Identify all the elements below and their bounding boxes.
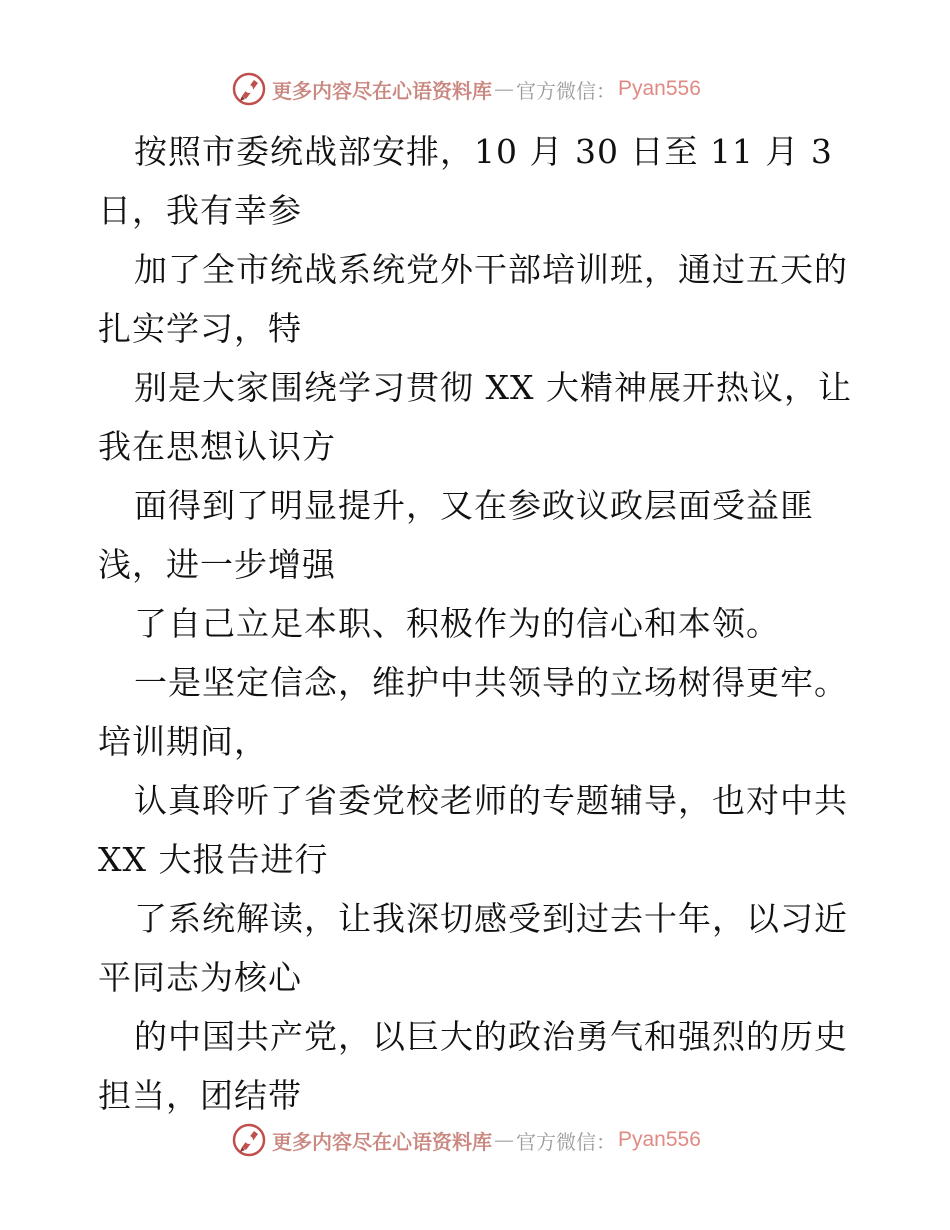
body-line: 加了全市统战系统党外干部培训班，通过五天的 [134,250,848,289]
pen-logo-icon [232,72,266,106]
body-line: 认真聆听了省委党校老师的专题辅导，也对中共 [134,781,848,820]
header-banner [232,72,752,106]
body-line: 培训期间， [98,722,268,761]
body-line: 平同志为核心 [98,958,302,997]
pen-logo-icon [232,1123,266,1157]
body-line: 的中国共产党，以巨大的政治勇气和强烈的历史 [134,1017,848,1056]
banner-separator: — [494,77,514,101]
banner-wechat-id: Pyan556 [618,1128,701,1151]
body-line: 扎实学习，特 [98,309,302,348]
banner-site-text: 更多内容尽在心语资料库 [272,78,492,103]
banner-site-text: 更多内容尽在心语资料库 [272,1129,492,1154]
banner-wechat-label: 官方微信： [516,78,616,103]
body-line: 我在思想认识方 [98,427,336,466]
body-line: 日，我有幸参 [98,191,302,230]
banner-separator: — [494,1128,514,1152]
body-line: 了系统解读，让我深切感受到过去十年，以习近 [134,899,848,938]
body-line: 别是大家围绕学习贯彻 XX 大精神展开热议，让 [134,368,852,407]
body-line: 了自己立足本职、积极作为的信心和本领。 [134,604,780,643]
body-line: 面得到了明显提升，又在参政议政层面受益匪 [134,486,814,525]
banner-wechat-id: Pyan556 [618,77,701,100]
body-line: 担当，团结带 [98,1076,302,1115]
footer-banner [232,1123,752,1157]
body-line: XX 大报告进行 [98,840,329,879]
body-line: 一是坚定信念，维护中共领导的立场树得更牢。 [134,663,848,702]
document-body [98,122,858,1125]
body-line: 浅，进一步增强 [98,545,336,584]
banner-wechat-label: 官方微信： [516,1129,616,1154]
body-line: 按照市委统战部安排，10 月 30 日至 11 月 3 [134,132,833,171]
